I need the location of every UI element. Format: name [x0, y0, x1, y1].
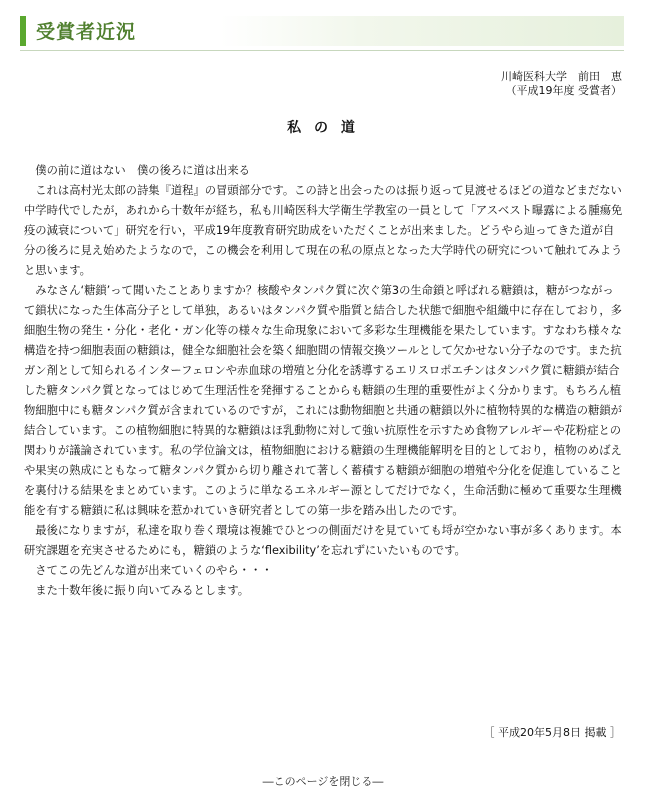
article-paragraph: また十数年後に振り向いてみるとします。	[35, 584, 250, 597]
section-title: 受賞者近況	[36, 21, 137, 43]
header-accent-bar	[20, 16, 26, 46]
section-header	[20, 14, 624, 48]
article-paragraph: 最後になりますが，私達を取り巻く環境は複雑でひとつの側面だけを見ていても埒が空かない事が多くあります。本研究課題を充実させるためにも，糖鎖のような‘flexibility’を忘れずにいたいものです。	[24, 524, 622, 557]
article-paragraph: みなさん‘糖鎖’って聞いたことありますか？核酸やタンパク質に次ぐ第3の生命鎖と呼ばれる糖鎖は，糖がつながって鎖状になった生体高分子として単独，あるいはタンパク質や脂質と結合した状態で細胞や組織中に存在しており，多細胞生物の発生・分化・老化・ガン化等の様々な生命現象において多彩な生理機能を果たしています。すなわち様々な構造を持つ細胞表面の糖鎖は，健全な細胞社会を築く細胞間の情報交換ツールとして欠かせない分子なのです。また抗ガン剤として知られるインターフェロンや赤血球の増殖と分化を誘導するエリスロポエチンはタンパク質に糖鎖が結合した糖タンパク質となってはじめて生理活性を発揮することからも糖鎖の生理的重要性がよく分かります。もちろん植物細胞中にも糖タンパク質が含まれているのですが，これには動物細胞と共通の糖鎖以外に植物特異的な構造の糖鎖が結合しています。この植物細胞に特異的な糖鎖はほ乳動物に対して強い抗原性を示すため食物アレルギーや花粉症との関わりが議論されています。私の学位論文は，植物細胞における糖鎖の生理機能解明を目的としており，植物のめばえや果実の熟成にともなって糖タンパク質から切り離されて著しく蓄積する糖鎖が細胞の増殖や分化を促進していることを裏付ける結果をまとめています。このように単なるエネルギー源としてだけでなく，生命活動に極めて重要な生理機能を有する糖鎖に私は興味を惹かれていき研究者としての第一歩を踏み出したのです。	[24, 284, 622, 517]
article-paragraph: 僕の前に道はない 僕の後ろに道は出来る	[35, 164, 250, 177]
author-award-year: （平成19年度 受賞者）	[505, 84, 622, 97]
article-paragraph: これは高村光太郎の詩集『道程』の冒頭部分です。この詩と出会ったのは振り返って見渡せるほどの道などまだない中学時代でしたが，あれから十数年が経ち，私も川崎医科大学衛生学教室の一員として「アスベスト曝露による腫瘍免疫の減衰について」研究を行い，平成19年度教育研究助成をいただくことが出来ました。どうやら辿ってきた道が自分の後ろに見え始めたようなので，この機会を利用して現在の私の原点となった大学時代の研究について触れてみようと思います。	[24, 184, 623, 277]
header-gradient-band	[220, 16, 624, 46]
header-divider	[20, 50, 624, 51]
close-page-link[interactable]: ―このページを閉じる―	[262, 775, 384, 788]
article-paragraph: さてこの先どんな道が出来ていくのやら・・・	[35, 564, 273, 577]
author-block	[501, 70, 622, 98]
publication-date: ［ 平成20年5月8日 掲載 ］	[483, 726, 621, 739]
article-title: 私 の 道	[287, 120, 359, 136]
author-affiliation-name: 川崎医科大学 前田 恵	[501, 70, 622, 83]
article-body	[24, 161, 624, 601]
